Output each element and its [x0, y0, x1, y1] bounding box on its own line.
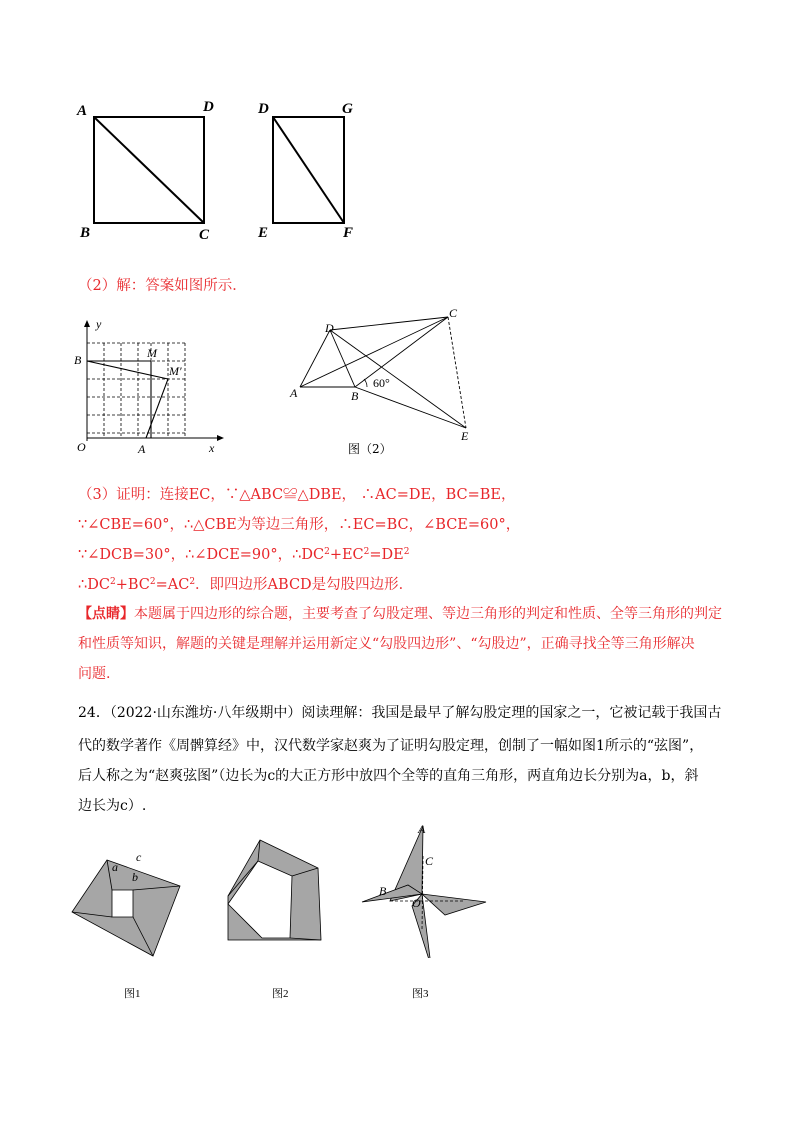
grid-label-o: O [77, 440, 86, 454]
grid-label-y: y [96, 317, 102, 331]
comment-tag: 【点睛】 [78, 606, 134, 622]
grid-label-a: A [138, 442, 146, 456]
caption-fig2: 图2 [272, 988, 289, 1000]
figure-2-pieces [228, 840, 321, 940]
proof-line-4-b: +BC [115, 577, 150, 593]
zhao-shuang-diagram [72, 860, 180, 956]
grid-label-b: B [74, 353, 82, 367]
label-b: B [80, 225, 91, 241]
fig2-angle-label: 60° [373, 376, 390, 390]
label-d2: D [258, 101, 269, 117]
q24-line-4: 边长为c）. [78, 798, 147, 814]
fig1-label-a: a [112, 860, 118, 874]
fig2-label-b: B [351, 389, 359, 403]
proof-line-2: ∵∠CBE=60°，∴△CBE为等边三角形，∴EC=BC，∠BCE=60°， [78, 517, 521, 533]
grid-label-m: M [147, 346, 157, 360]
caption-fig3: 图3 [412, 988, 429, 1000]
sup-2: 2 [189, 577, 196, 587]
proof-line-4-d: ．即四边形ABCD是勾股四边形． [195, 577, 414, 593]
grid-label-m-prime: M′ [169, 364, 182, 378]
fig2-label-d: D [325, 321, 334, 335]
label-c: C [199, 227, 210, 243]
q24-line-2: 代的数学著作《周髀算经》中，汉代数学家赵爽为了证明勾股定理，创制了一幅如图1所示的“弦图”， [78, 738, 704, 754]
fig1-label-b: b [132, 870, 138, 884]
fig2-caption: 图（2） [348, 442, 392, 456]
q24-line-1: 24．（2022·山东潍坊·八年级期中）阅读理解：我国是最早了解勾股定理的国家之一，它被记载于我国古 [78, 705, 722, 721]
proof-line-1: （3）证明：连接EC，∵△ABC≌△DBE， ∴AC=DE，BC=BE， [78, 487, 516, 503]
caption-fig1: 图1 [124, 988, 141, 1000]
proof-line-4-a: ∴DC [78, 577, 110, 593]
figure-2 [280, 300, 490, 445]
fig1-label-c: c [136, 850, 142, 864]
proof-line-3-b: +EC [329, 547, 364, 563]
fig3-label-c: C [425, 854, 434, 868]
sup-2: 2 [149, 577, 156, 587]
comment-line-1 [78, 604, 722, 624]
top-figures [70, 95, 370, 245]
bottom-figures [70, 818, 500, 958]
comment-text-1: 本题属于四边形的综合题，主要考查了勾股定理、等边三角形的判定和性质、全等三角形的判定 [134, 606, 722, 622]
proof-line-3-c: =DE [369, 547, 404, 563]
label-f: F [343, 225, 354, 241]
label-e: E [258, 225, 269, 241]
sup-2: 2 [109, 577, 116, 587]
label-d: D [203, 99, 214, 115]
fig2-label-e: E [461, 429, 469, 443]
q24-line-3: 后人称之为“赵爽弦图”（边长为c的大正方形中放四个全等的直角三角形，两直角边长分别为a，b，斜 [78, 768, 699, 784]
label-a: A [77, 103, 88, 119]
sup-2: 2 [363, 547, 370, 557]
comment-line-2: 和性质等知识，解题的关键是理解并运用新定义“勾股四边形”、“勾股边”，正确寻找全等三角形解决 [78, 636, 695, 652]
diagonal-df [273, 117, 344, 223]
fig2-label-a: A [290, 386, 298, 400]
sup-2: 2 [324, 547, 330, 557]
proof-line-4 [78, 575, 413, 595]
sup-2: 2 [403, 547, 410, 557]
diagonal-ac [94, 117, 204, 223]
proof-line-4-c: =AC [155, 577, 190, 593]
comment-line-3: 问题. [78, 666, 111, 682]
grid-figure [72, 316, 232, 461]
fig2-label-c: C [449, 306, 458, 320]
part2-text: （2）解：答案如图所示． [78, 278, 247, 294]
grid-label-x: x [209, 441, 215, 455]
fig3-label-o: O [412, 896, 421, 910]
proof-line-3 [78, 545, 410, 565]
fig3-label-b: B [379, 884, 387, 898]
label-g: G [342, 101, 353, 117]
proof-line-3-a: ∵∠DCB=30°，∴∠DCE=90°，∴DC [78, 547, 325, 563]
fig3-label-a: A [418, 822, 426, 836]
